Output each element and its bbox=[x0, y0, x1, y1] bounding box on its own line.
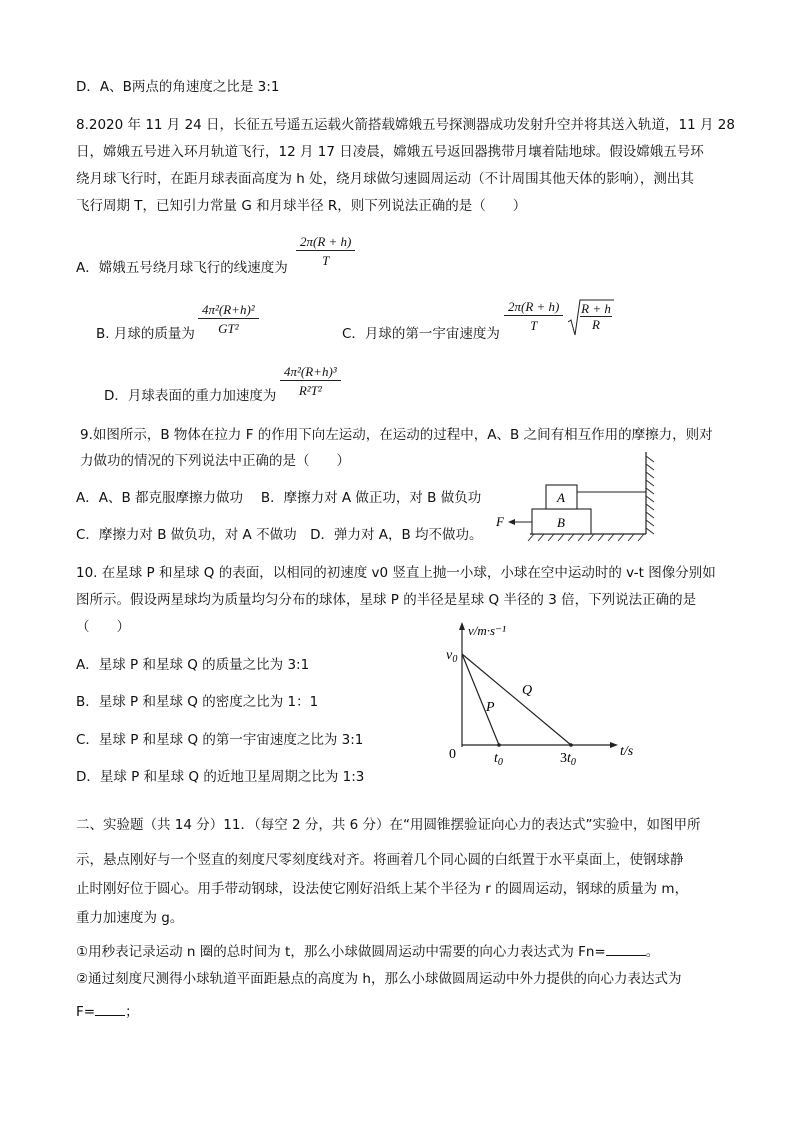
item-2-end: ； bbox=[125, 1004, 139, 1020]
f-answer-blank[interactable] bbox=[95, 1000, 125, 1016]
q10-option-b: B．星球 P 和星球 Q 的密度之比为 1：1 bbox=[76, 694, 319, 710]
q10-stem-line-1: 10. 在星球 P 和星球 Q 的表面，以相同的初速度 v0 竖直上抛一小球，小球在空中运动时的 v-t 图像分别如 bbox=[76, 565, 716, 581]
formula-numerator: 4π²(R+h)² bbox=[198, 302, 259, 319]
q8-option-d-formula bbox=[280, 364, 341, 399]
section2-line-3: 止时刚好位于圆心。用手带动钢球，设法使它刚好沿纸上某个半径为 r 的圆周运动，钢球的质量为 m， bbox=[76, 881, 689, 897]
q9-options-ab: A．A、B 都克服摩擦力做功 B．摩擦力对 A 做正功，对 B 做负功 bbox=[76, 490, 482, 506]
section2-item-1 bbox=[76, 940, 659, 962]
q8-option-d: D．月球表面的重力加速度为 bbox=[104, 388, 277, 404]
formula-denominator: R²T² bbox=[298, 383, 322, 398]
formula-denominator: T bbox=[530, 318, 538, 333]
q8-option-a: A．嫦娥五号绕月球飞行的线速度为 bbox=[76, 260, 288, 276]
q8-option-c-sqrt bbox=[568, 298, 614, 338]
section2-line-1: 二、实验题（共 14 分）11．（每空 2 分，共 6 分）在“用圆锥摆验证向心力的表达式”实验中，如图甲所 bbox=[76, 817, 701, 833]
formula-numerator: 4π²(R+h)³ bbox=[280, 364, 341, 381]
y-axis-label: v/m·s⁻¹ bbox=[468, 623, 506, 638]
x-axis-label: t/s bbox=[620, 744, 634, 759]
line-p-label: P bbox=[486, 700, 495, 715]
formula-numerator: 2π(R + h) bbox=[504, 299, 563, 316]
q8-stem-line-4: 飞行周期 T，已知引力常量 G 和月球半径 R，则下列说法正确的是（ ） bbox=[76, 198, 527, 214]
item-1-end: 。 bbox=[645, 944, 660, 960]
block-b-label: B bbox=[557, 515, 565, 530]
sqrt-numerator: R + h bbox=[581, 301, 611, 316]
q9-blocks-figure bbox=[494, 448, 664, 542]
v0-label: $v_0$ bbox=[446, 648, 458, 665]
origin-label: 0 bbox=[449, 747, 456, 762]
t0-tick-label: $t_0$ bbox=[494, 751, 503, 768]
line-q-label: Q bbox=[522, 683, 533, 698]
q10-option-d: D．星球 P 和星球 Q 的近地卫星周期之比为 1:3 bbox=[76, 769, 365, 785]
q10-option-a: A．星球 P 和星球 Q 的质量之比为 3:1 bbox=[76, 657, 310, 673]
item-2-cont-text: F= bbox=[76, 1004, 96, 1020]
3t0-tick-label: $3t_0$ bbox=[560, 751, 576, 768]
q8-option-c-formula bbox=[504, 299, 563, 334]
line-q bbox=[462, 654, 571, 745]
q8-option-a-formula bbox=[296, 234, 355, 269]
force-f-label: F bbox=[496, 514, 504, 529]
q9-stem-line-1: 9.如图所示，B 物体在拉力 F 的作用下向左运动，在运动的过程中，A、B 之间有相互作用的摩擦力，则对 bbox=[80, 427, 713, 443]
q10-option-c: C．星球 P 和星球 Q 的第一宇宙速度之比为 3:1 bbox=[76, 732, 364, 748]
fn-answer-blank[interactable] bbox=[606, 940, 646, 956]
formula-denominator: T bbox=[322, 253, 330, 268]
q10-stem-line-2: 图所示。假设两星球均为质量均匀分布的球体，星球 P 的半径是星球 Q 半径的 3 倍，下列说法正确的是 bbox=[76, 592, 697, 608]
q9-stem-line-2: 力做功的情况的下列说法中正确的是（ ） bbox=[80, 453, 350, 469]
q8-stem-line-3: 绕月球飞行时，在距月球表面高度为 h 处，绕月球做匀速圆周运动（不计周围其他天体的影响），测出其 bbox=[76, 171, 694, 187]
q8-stem-line-2: 日，嫦娥五号进入环月轨道飞行，12 月 17 日凌晨，嫦娥五号返回器携带月壤着陆地球。假设嫦娥五号环 bbox=[76, 144, 704, 160]
section2-item-2-cont bbox=[76, 1000, 139, 1022]
section2-line-4: 重力加速度为 g。 bbox=[76, 910, 184, 926]
block-a-label: A bbox=[557, 490, 565, 505]
q10-vt-graph bbox=[442, 618, 652, 768]
formula-denominator: GT² bbox=[218, 321, 239, 336]
q8-option-c: C．月球的第一宇宙速度为 bbox=[342, 326, 500, 342]
q8-option-b-formula bbox=[198, 302, 259, 337]
section2-line-2: 示，悬点刚好与一个竖直的刻度尺零刻度线对齐。将画着几个同心圆的白纸置于水平桌面上，使钢球静 bbox=[76, 852, 684, 868]
q9-options-cd: C．摩擦力对 B 做负功，对 A 不做功 D．弹力对 A，B 均不做功。 bbox=[76, 527, 483, 543]
q10-stem-line-3: （ ） bbox=[76, 619, 130, 635]
item-1-text: ①用秒表记录运动 n 圈的总时间为 t，那么小球做圆周运动中需要的向心力表达式为 Fn= bbox=[76, 944, 606, 960]
q7-option-d: D．A、B两点的角速度之比是 3:1 bbox=[76, 79, 280, 95]
q8-stem-line-1: 8.2020 年 11 月 24 日，长征五号遥五运载火箭搭载嫦娥五号探测器成功发射升空并将其送入轨道，11 月 28 bbox=[76, 117, 735, 133]
formula-numerator: 2π(R + h) bbox=[296, 234, 355, 251]
q8-option-b: B. 月球的质量为 bbox=[96, 326, 195, 342]
section2-item-2: ②通过刻度尺测得小球轨道平面距悬点的高度为 h，那么小球做圆周运动中外力提供的向心力表达式为 bbox=[76, 971, 682, 987]
sqrt-denominator: R bbox=[592, 317, 600, 332]
